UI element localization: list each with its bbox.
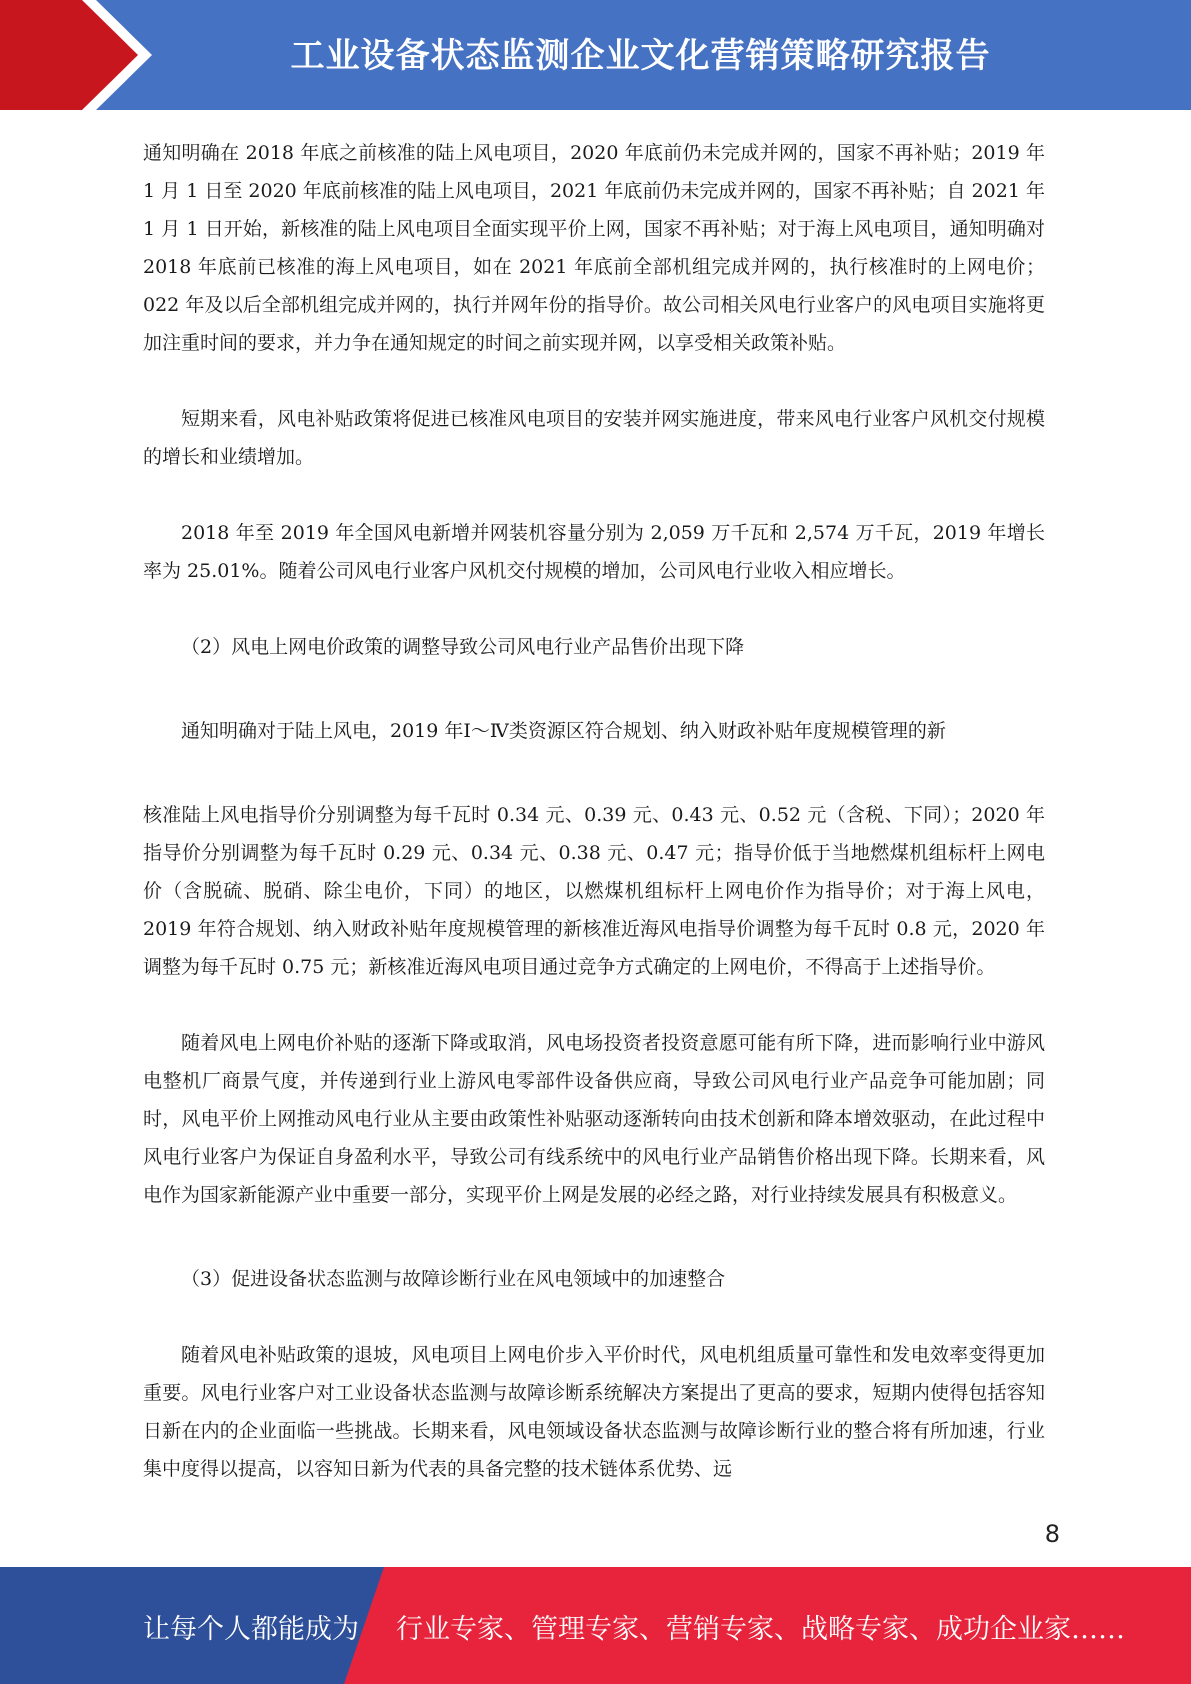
page-header [0, 0, 1191, 110]
paragraph-industry-consolidation: 随着风电补贴政策的退坡，风电项目上网电价步入平价时代，风电机组质量可靠性和发电效率变得更加重要。风电行业客户对工业设备状态监测与故障诊断系统解决方案提出了更高的要求，短期内使得包括容知日新在内的企业面临一些挑战。长期来看，风电领域设备状态监测与故障诊断行业的整合将有所加速，行业集中度得以提高，以容知日新为代表的具备完整的技术链体系优势、远 [143, 1344, 1045, 1480]
section-heading-3: （3）促进设备状态监测与故障诊断行业在风电领域中的加速整合 [181, 1268, 726, 1290]
paragraph-subsidy-notice: 通知明确在 2018 年底之前核准的陆上风电项目，2020 年底前仍未完成并网的，国家不再补贴；2019 年 1 月 1 日至 2020 年底前核准的陆上风电项目，2021 年底前仍未完成并网的，国家不再补贴；自 2021 年 1 月 1 日开始，新核准的陆上风电项目全面实现平价上网，国家不再补贴；对于海上风电项目，通知明确对 2018 年底前已核准的海上风电项目，如在 2021 年底前全部机组完成并网的，执行核准时的上网电价；022 年及以后全部机组完成并网的，执行并网年份的指导价。故公司相关风电行业客户的风电项目实施将更加注重时间的要求，并力争在通知规定的时间之前实现并网，以享受相关政策补贴。 [143, 142, 1045, 354]
paragraph-capacity-growth: 2018 年至 2019 年全国风电新增并网装机容量分别为 2,059 万千瓦和 2,574 万千瓦，2019 年增长率为 25.01%。随着公司风电行业客户风机交付规模的增加，公司风电行业收入相应增长。 [143, 522, 1045, 582]
page-number: 8 [1044, 1520, 1060, 1548]
paragraph-guide-prices: 核准陆上风电指导价分别调整为每千瓦时 0.34 元、0.39 元、0.43 元、0.52 元（含税、下同）；2020 年指导价分别调整为每千瓦时 0.29 元、0.34 元、0.38 元、0.47 元；指导价低于当地燃煤机组标杆上网电价（含脱硫、脱硝、除尘电价，下同）的地区，以燃煤机组标杆上网电价作为指导价；对于海上风电，2019 年符合规划、纳入财政补贴年度规模管理的新核准近海风电指导价调整为每千瓦时 0.8 元，2020 年调整为每千瓦时 0.75 元；新核准近海风电项目通过竞争方式确定的上网电价，不得高于上述指导价。 [143, 804, 1045, 978]
footer-slogan-left: 让每个人都能成为 [143, 1614, 359, 1645]
paragraph-short-term: 短期来看，风电补贴政策将促进已核准风电项目的安装并网实施进度，带来风电行业客户风机交付规模的增长和业绩增加。 [143, 408, 1045, 468]
section-heading-2: （2）风电上网电价政策的调整导致公司风电行业产品售价出现下降 [181, 636, 745, 658]
paragraph-onshore-price-intro: 通知明确对于陆上风电，2019 年Ⅰ～Ⅳ类资源区符合规划、纳入财政补贴年度规模管理的新 [181, 720, 946, 742]
page-footer [0, 1567, 1191, 1684]
report-title: 工业设备状态监测企业文化营销策略研究报告 [290, 36, 991, 76]
body-text [143, 134, 1045, 1488]
paragraph-price-decline: 随着风电上网电价补贴的逐渐下降或取消，风电场投资者投资意愿可能有所下降，进而影响行业中游风电整机厂商景气度，并传递到行业上游风电零部件设备供应商，导致公司风电行业产品竞争可能加剧；同时，风电平价上网推动风电行业从主要由政策性补贴驱动逐渐转向由技术创新和降本增效驱动，在此过程中风电行业客户为保证自身盈利水平，导致公司有线系统中的风电行业产品销售价格出现下降。长期来看，风电作为国家新能源产业中重要一部分，实现平价上网是发展的必经之路，对行业持续发展具有积极意义。 [143, 1032, 1045, 1206]
footer-slogan-right: 行业专家、管理专家、营销专家、战略专家、成功企业家…… [396, 1614, 1125, 1645]
